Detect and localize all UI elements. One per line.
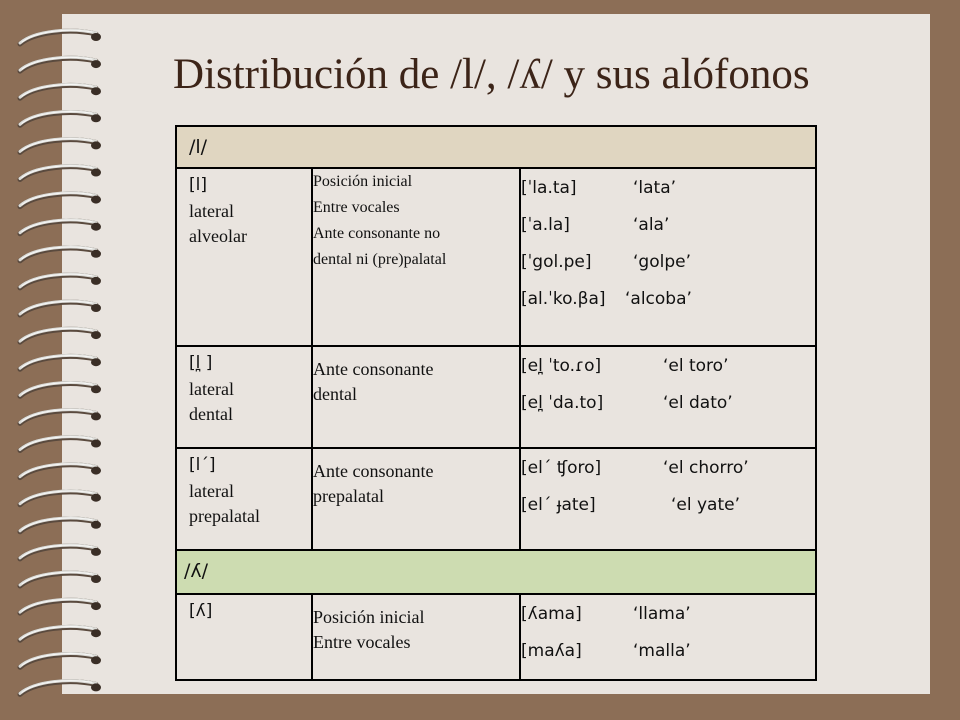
phoneme-l-header: /l/ bbox=[189, 136, 208, 158]
allophone-description: dental bbox=[189, 404, 233, 424]
example-gloss: ‘malla’ bbox=[633, 640, 691, 661]
example-gloss: ‘lata’ bbox=[633, 177, 677, 198]
example-line bbox=[521, 280, 815, 317]
example-transcription: [el̪ ˈto.ɾo] bbox=[521, 355, 602, 376]
slide-title: Distribución de /l/, /ʎ/ y sus alófonos bbox=[173, 51, 810, 98]
example-transcription: [el̪ ˈda.to] bbox=[521, 392, 604, 413]
examples-cell bbox=[520, 346, 816, 448]
example-transcription: [maʎa] bbox=[521, 640, 582, 661]
example-transcription: [ˈla.ta] bbox=[521, 177, 577, 198]
example-line bbox=[521, 449, 815, 486]
context-text: prepalatal bbox=[313, 486, 384, 506]
allophone-description: prepalatal bbox=[189, 506, 260, 526]
example-line bbox=[521, 206, 815, 243]
example-line bbox=[521, 632, 815, 669]
context-text: Ante consonante bbox=[313, 461, 434, 481]
context-cell bbox=[312, 594, 520, 680]
example-line bbox=[521, 595, 815, 632]
context-cell bbox=[312, 448, 520, 550]
allophone-symbol: [l̪ ] bbox=[189, 353, 213, 373]
example-gloss: ‘llama’ bbox=[633, 603, 691, 624]
allophone-description: alveolar bbox=[189, 226, 247, 246]
context-text: Entre vocales bbox=[313, 199, 400, 216]
allophone-symbol: [ʎ] bbox=[189, 601, 213, 621]
examples-cell bbox=[520, 448, 816, 550]
example-transcription: [ˈgol.pe] bbox=[521, 251, 592, 272]
example-line bbox=[521, 169, 815, 206]
phoneme-ll-header: /ʎ/ bbox=[184, 560, 209, 582]
context-text: Posición inicial bbox=[313, 173, 413, 190]
example-gloss: ‘el yate’ bbox=[671, 494, 740, 515]
example-line bbox=[521, 347, 815, 384]
example-gloss: ‘el toro’ bbox=[663, 355, 729, 376]
example-gloss: ‘ala’ bbox=[633, 214, 670, 235]
context-cell bbox=[312, 346, 520, 448]
example-gloss: ‘el dato’ bbox=[663, 392, 733, 413]
example-line bbox=[521, 243, 815, 280]
spiral-binding-icon bbox=[0, 0, 110, 720]
example-transcription: [ʎama] bbox=[521, 603, 582, 624]
table-row bbox=[176, 594, 816, 680]
context-text: dental bbox=[313, 384, 357, 404]
context-text: Ante consonante no bbox=[313, 225, 441, 242]
example-transcription: [ˈa.la] bbox=[521, 214, 570, 235]
allophone-table bbox=[175, 125, 817, 681]
example-gloss: ‘alcoba’ bbox=[625, 288, 692, 309]
example-line bbox=[521, 486, 815, 523]
table-row bbox=[176, 346, 816, 448]
examples-cell bbox=[520, 594, 816, 680]
context-text: dental ni (pre)palatal bbox=[313, 251, 447, 268]
allophone-description: lateral bbox=[189, 201, 234, 221]
example-gloss: ‘el chorro’ bbox=[663, 457, 749, 478]
allophone-symbol: [l´] bbox=[189, 455, 216, 475]
allophone-description: lateral bbox=[189, 379, 234, 399]
example-transcription: [al.ˈko.βa] bbox=[521, 288, 606, 309]
examples-cell bbox=[520, 168, 816, 346]
example-gloss: ‘golpe’ bbox=[633, 251, 691, 272]
allophone-symbol: [l] bbox=[189, 175, 207, 195]
table-row bbox=[176, 448, 816, 550]
context-text: Ante consonante bbox=[313, 359, 434, 379]
example-transcription: [el´ ʧoro] bbox=[521, 457, 602, 478]
table-row bbox=[176, 168, 816, 346]
context-cell bbox=[312, 168, 520, 346]
context-text: Posición inicial bbox=[313, 607, 425, 627]
example-line bbox=[521, 384, 815, 421]
table-header-ll bbox=[176, 550, 816, 594]
table-header-l bbox=[176, 126, 816, 168]
example-transcription: [el´ ɟate] bbox=[521, 494, 596, 515]
allophone-description: lateral bbox=[189, 481, 234, 501]
context-text: Entre vocales bbox=[313, 632, 411, 652]
